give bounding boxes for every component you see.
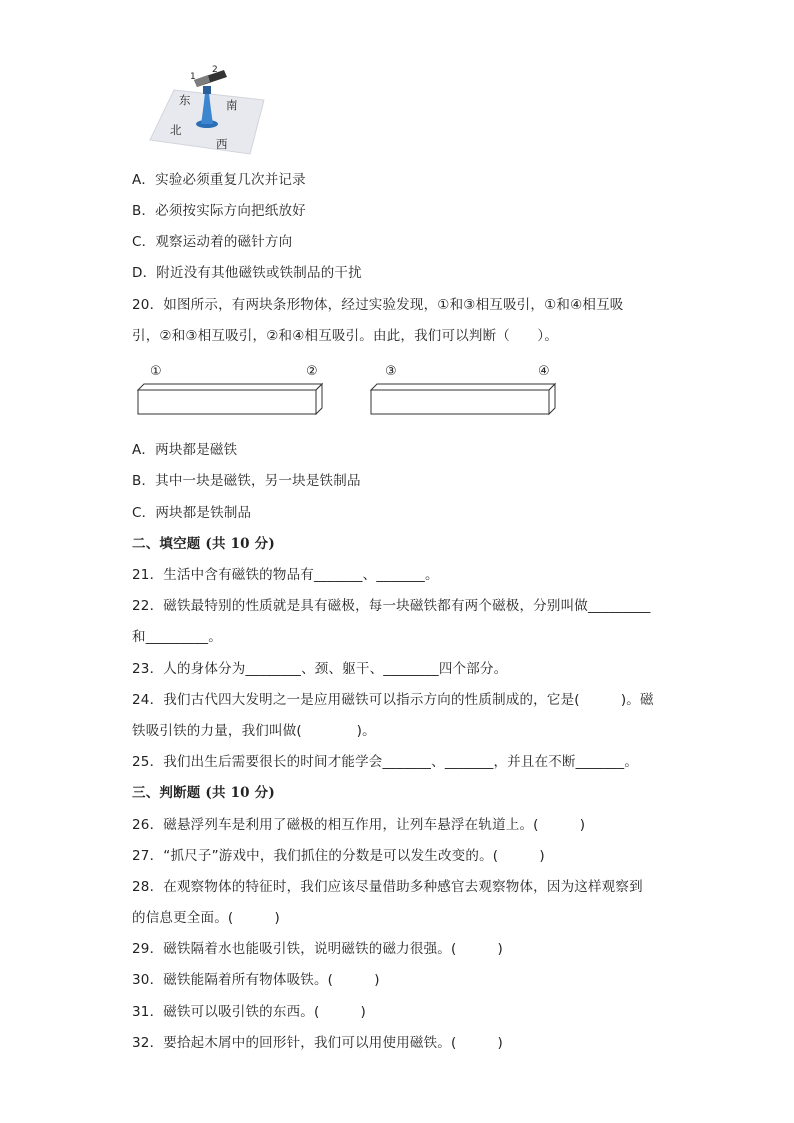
q19-option-d: D．附近没有其他磁铁或铁制品的干扰 [132, 265, 362, 281]
compass-label-west: 西 [216, 137, 228, 151]
section-2-heading: 二、填空题 (共 10 分) [132, 536, 275, 552]
bar-label-3: ③ [385, 364, 397, 379]
bar-label-1: ① [150, 364, 162, 379]
q32-line: 32．要拾起木屑中的回形针，我们可以用使用磁铁。( ) [132, 1035, 504, 1051]
q24-line-2: 铁吸引铁的力量，我们叫做( )。 [132, 723, 376, 739]
compass-number-2: 2 [212, 65, 218, 75]
q19-option-b: B．必须按实际方向把纸放好 [132, 203, 306, 219]
q26-line: 26．磁悬浮列车是利用了磁极的相互作用，让列车悬浮在轨道上。( ) [132, 817, 586, 833]
compass-illustration [146, 62, 270, 158]
section-3-heading: 三、判断题 (共 10 分) [132, 785, 275, 801]
q25-line: 25．我们出生后需要很长的时间才能学会_______、_______，并且在不断_______。 [132, 754, 639, 770]
bar-label-2: ② [306, 364, 318, 379]
q27-line: 27．“抓尺子”游戏中，我们抓住的分数是可以发生改变的。( ) [132, 848, 545, 864]
q19-option-c: C．观察运动着的磁针方向 [132, 234, 293, 250]
q29-line: 29．磁铁隔着水也能吸引铁，说明磁铁的磁力很强。( ) [132, 941, 504, 957]
q23-line: 23．人的身体分为________、颈、躯干、________四个部分。 [132, 661, 508, 677]
bar-label-4: ④ [538, 364, 550, 379]
q20-option-c: C．两块都是铁制品 [132, 505, 252, 521]
q28-line-2: 的信息更全面。( ) [132, 910, 280, 926]
bar-magnets-figure [132, 364, 572, 424]
q20-option-b: B．其中一块是磁铁，另一块是铁制品 [132, 473, 361, 489]
compass-figure [146, 62, 270, 158]
compass-number-1: 1 [190, 72, 196, 82]
q19-option-a: A．实验必须重复几次并记录 [132, 172, 306, 188]
compass-label-east: 东 [179, 93, 191, 107]
q30-line: 30．磁铁能隔着所有物体吸铁。( ) [132, 972, 380, 988]
q20-stem-line-2: 引，②和③相互吸引，②和④相互吸引。由此，我们可以判断（ ）。 [132, 328, 559, 344]
q22-line-1: 22．磁铁最特别的性质就是具有磁极，每一块磁铁都有两个磁极，分别叫做_________ [132, 598, 651, 614]
compass-label-south: 南 [226, 98, 238, 112]
q22-line-2: 和_________。 [132, 629, 222, 645]
bar-magnets-illustration [132, 364, 572, 424]
q31-line: 31．磁铁可以吸引铁的东西。( ) [132, 1004, 367, 1020]
q24-line-1: 24．我们古代四大发明之一是应用磁铁可以指示方向的性质制成的，它是( )。磁 [132, 692, 654, 708]
q28-line-1: 28．在观察物体的特征时，我们应该尽量借助多种感官去观察物体，因为这样观察到 [132, 879, 643, 895]
q21-line: 21．生活中含有磁铁的物品有_______、_______。 [132, 567, 439, 583]
q20-option-a: A．两块都是磁铁 [132, 442, 238, 458]
q20-stem-line-1: 20．如图所示，有两块条形物体，经过实验发现，①和③相互吸引，①和④相互吸 [132, 297, 624, 313]
compass-label-north: 北 [170, 123, 182, 137]
